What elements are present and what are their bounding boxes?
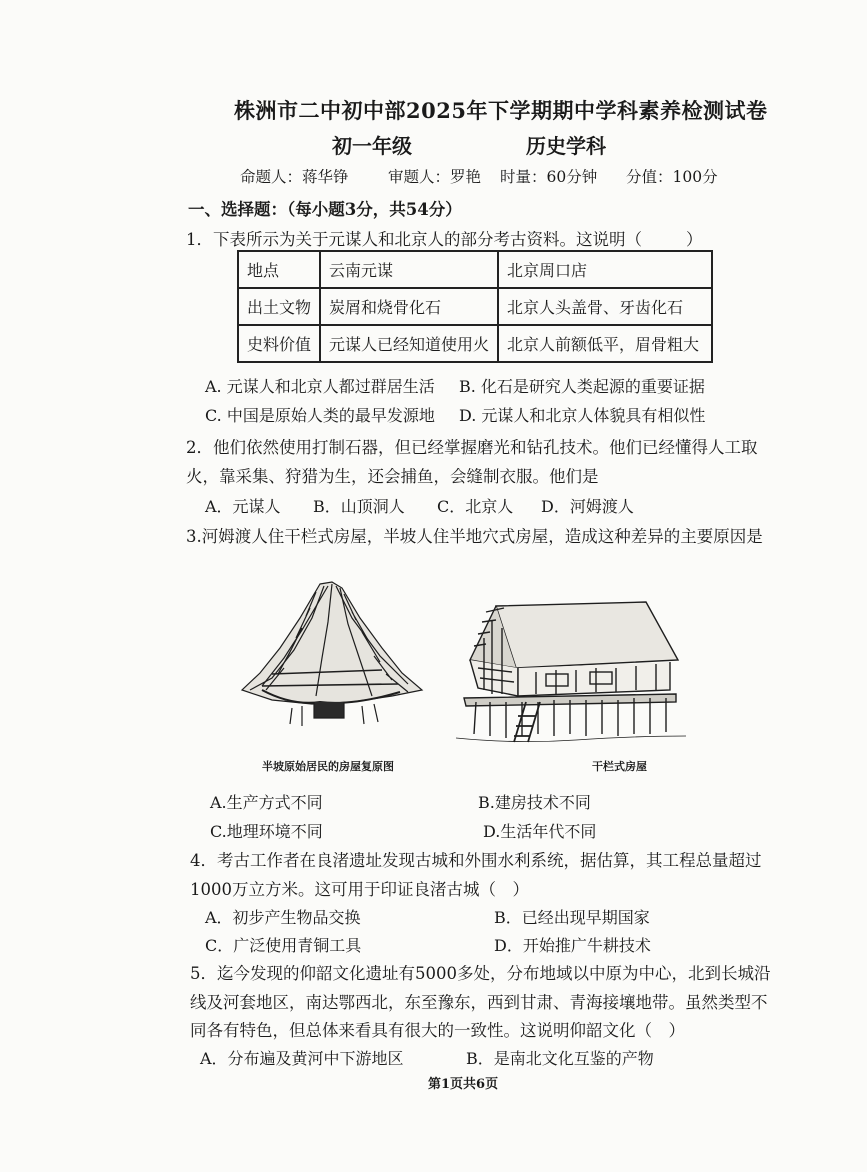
- stilt-house-image: [456, 598, 686, 746]
- section-heading: 一、选择题：（每小题3分，共54分）: [188, 200, 462, 219]
- q5-option-a: A．分布遍及黄河中下游地区: [200, 1049, 404, 1068]
- q2-option-d: D．河姆渡人: [541, 497, 634, 516]
- table-cell: 北京周口店: [498, 251, 712, 288]
- q5-stem-line1: 5．迄今发现的仰韶文化遗址有5000多处，分布地域以中原为中心，北到长城沿: [190, 964, 771, 983]
- q4-option-a: A．初步产生物品交换: [205, 908, 361, 927]
- table-row: [238, 325, 712, 362]
- reviewer-label: 审题人：罗艳: [388, 168, 482, 186]
- q1-stem-close: ）: [686, 230, 703, 249]
- q2-option-b: B．山顶洞人: [313, 497, 405, 516]
- q3-option-d: D.生活年代不同: [483, 822, 597, 841]
- table-cell: 云南元谋: [320, 251, 498, 288]
- q3-option-b: B.建房技术不同: [478, 793, 591, 812]
- q2-stem-line1: 2．他们依然使用打制石器，但已经掌握磨光和钻孔技术。他们已经懂得人工取: [186, 438, 758, 457]
- q5-option-b: B．是南北文化互鉴的产物: [466, 1049, 654, 1068]
- q4-option-d: D．开始推广牛耕技术: [494, 936, 651, 955]
- q3-option-c: C.地理环境不同: [210, 822, 323, 841]
- table-row: [238, 288, 712, 325]
- q3-caption-left: 半坡原始居民的房屋复原图: [262, 760, 394, 773]
- q1-option-a: A. 元谋人和北京人都过群居生活: [205, 377, 435, 396]
- table-row: [238, 251, 712, 288]
- score-label: 分值：100分: [626, 168, 718, 186]
- page-number: 第1页共6页: [428, 1077, 499, 1092]
- subject-label: 历史学科: [526, 134, 606, 158]
- q1-stem-text: 1．下表所示为关于元谋人和北京人的部分考古资料。这说明（: [186, 230, 642, 249]
- q1-option-b: B. 化石是研究人类起源的重要证据: [459, 377, 705, 396]
- q2-option-a: A．元谋人: [205, 497, 281, 516]
- q4-stem-line2: 1000万立方米。这可用于印证良渚古城（ ）: [190, 880, 529, 899]
- table-cell: 北京人前额低平，眉骨粗大: [498, 325, 712, 362]
- q5-stem-line3: 同各有特色，但总体来看具有很大的一致性。这说明仰韶文化（ ）: [190, 1021, 685, 1040]
- table-cell: 北京人头盖骨、牙齿化石: [498, 288, 712, 325]
- q4-stem-line1: 4．考古工作者在良渚遗址发现古城和外围水利系统，据估算，其工程总量超过: [190, 851, 762, 870]
- table-cell: 史料价值: [238, 325, 320, 362]
- q3-stem: 3.河姆渡人住干栏式房屋，半坡人住半地穴式房屋，造成这种差异的主要原因是: [186, 527, 763, 546]
- q1-table: [237, 250, 713, 363]
- table-cell: 元谋人已经知道使用火: [320, 325, 498, 362]
- q1-stem: [186, 226, 703, 250]
- exam-title: 株洲市二中初中部2025年下学期期中学科素养检测试卷: [234, 98, 768, 123]
- q3-caption-right: 干栏式房屋: [592, 760, 647, 773]
- table-cell: 地点: [238, 251, 320, 288]
- table-cell: 出土文物: [238, 288, 320, 325]
- q3-option-a: A.生产方式不同: [210, 793, 323, 812]
- q4-option-c: C．广泛使用青铜工具: [205, 936, 362, 955]
- grade-label: 初一年级: [332, 134, 412, 158]
- q4-option-b: B．已经出现早期国家: [494, 908, 650, 927]
- half-pit-house-image: [232, 578, 428, 738]
- q2-stem-line2: 火，靠采集、狩猎为生，还会捕鱼，会缝制衣服。他们是: [186, 467, 599, 486]
- time-label: 时量：60分钟: [500, 168, 598, 186]
- q5-stem-line2: 线及河套地区，南达鄂西北，东至豫东，西到甘肃、青海接壤地带。虽然类型不: [190, 993, 768, 1012]
- q1-option-d: D. 元谋人和北京人体貌具有相似性: [459, 406, 706, 425]
- setter-label: 命题人：蒋华铮: [240, 168, 349, 186]
- q2-option-c: C．北京人: [437, 497, 514, 516]
- table-cell: 炭屑和烧骨化石: [320, 288, 498, 325]
- q1-option-c: C. 中国是原始人类的最早发源地: [205, 406, 435, 425]
